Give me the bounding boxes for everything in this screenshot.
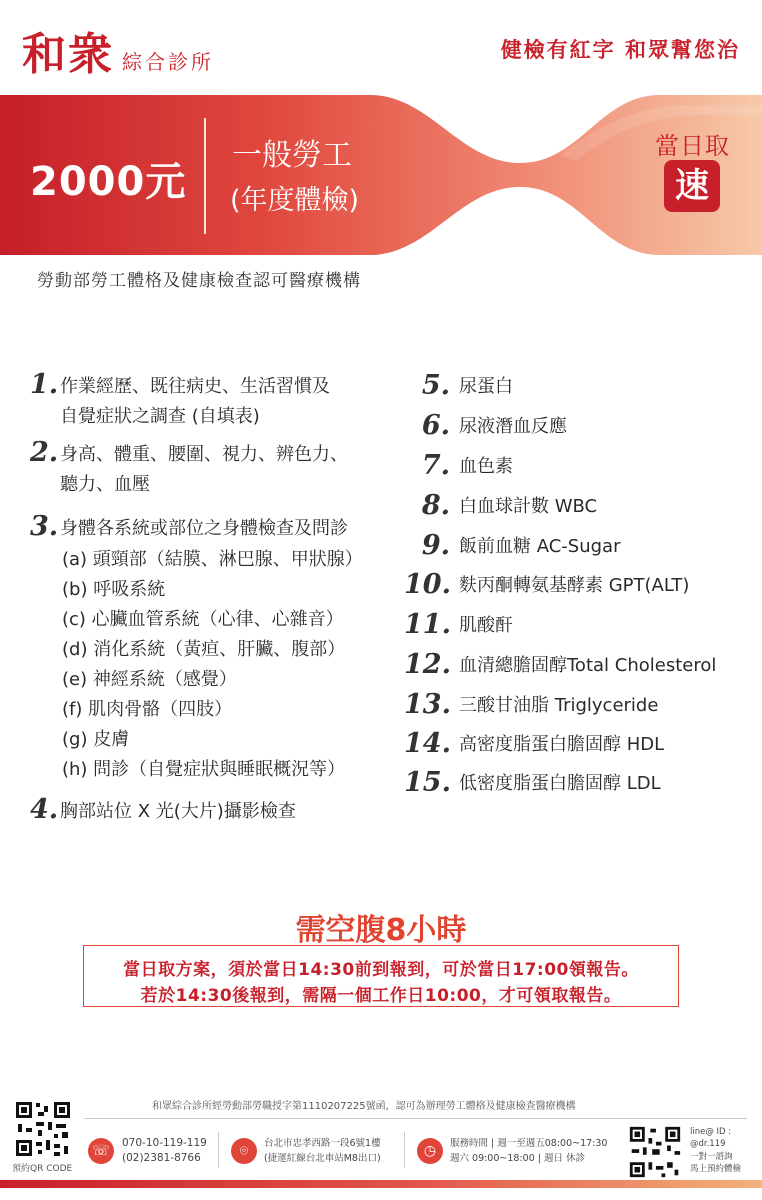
item-text: 身體各系統或部位之身體檢查及問診 bbox=[60, 518, 348, 539]
item-text: 聽力、血壓 bbox=[60, 474, 150, 495]
fasting-notice: 需空腹8小時 bbox=[295, 913, 467, 948]
report-pickup-notice bbox=[83, 945, 679, 1007]
item-text: 高密度脂蛋白膽固醇 HDL bbox=[459, 734, 665, 755]
item-number: 2. bbox=[30, 437, 59, 468]
item-text: 胸部站位 X 光(大片)攝影檢查 bbox=[60, 801, 296, 822]
item-number: 9. bbox=[421, 530, 450, 561]
footer-separator bbox=[218, 1132, 219, 1168]
bottom-accent-bar bbox=[0, 1180, 762, 1188]
item-number: 13. bbox=[404, 689, 451, 720]
sub-item: (e) 神經系統（感覺） bbox=[62, 669, 237, 690]
item-text: 麩丙酮轉氨基酵素 GPT(ALT) bbox=[459, 575, 690, 596]
footer-divider bbox=[84, 1118, 747, 1119]
item-number: 1. bbox=[30, 369, 59, 400]
location-icon: ⌾ bbox=[231, 1138, 257, 1164]
item-text: 肌酸酐 bbox=[459, 615, 513, 636]
item-number: 8. bbox=[421, 490, 450, 521]
address-note: (捷運紅線台北車站M8出口) bbox=[264, 1153, 381, 1164]
item-text: 作業經歷、既往病史、生活習慣及 bbox=[60, 376, 330, 397]
item-text: 白血球計數 WBC bbox=[459, 496, 598, 517]
footer-separator bbox=[404, 1132, 405, 1168]
fast-badge: 速 bbox=[664, 160, 720, 212]
qr-caption: 預約QR CODE bbox=[12, 1164, 73, 1174]
line-note: 馬上預約體檢 bbox=[690, 1164, 742, 1174]
booking-qr-code[interactable] bbox=[14, 1100, 72, 1158]
line-id-label: line@ ID : bbox=[690, 1127, 732, 1137]
line-note: 一對一諮詢 bbox=[690, 1152, 733, 1162]
sub-item: (f) 肌肉骨骼（四肢） bbox=[62, 699, 233, 720]
service-hours: 服務時間 | 週一至週五08:00~17:30 bbox=[450, 1138, 608, 1149]
clock-icon: ◷ bbox=[417, 1138, 443, 1164]
notice-line: 當日取方案，須於當日14:30前到報到，可於當日17:00領報告。 bbox=[123, 960, 639, 980]
item-number: 12. bbox=[404, 649, 451, 680]
package-type: (年度體檢) bbox=[230, 185, 360, 216]
price: 2000元 bbox=[30, 159, 187, 205]
item-text: 血清總膽固醇Total Cholesterol bbox=[459, 655, 717, 676]
phone-number[interactable]: (02)2381-8766 bbox=[122, 1152, 201, 1164]
logo-name: 和衆 bbox=[22, 29, 114, 80]
sub-item: (c) 心臟血管系統（心律、心雜音） bbox=[62, 609, 344, 630]
item-number: 3. bbox=[30, 511, 59, 542]
item-text: 尿液潛血反應 bbox=[459, 416, 567, 437]
item-text: 血色素 bbox=[459, 456, 513, 477]
item-text: 自覺症狀之調查 (自填表) bbox=[60, 406, 260, 427]
item-number: 6. bbox=[421, 410, 450, 441]
clinic-logo bbox=[22, 18, 214, 82]
sub-item: (d) 消化系統（黃疸、肝臟、腹部） bbox=[62, 639, 346, 660]
phone-icon: ☏ bbox=[88, 1138, 114, 1164]
sub-item: (g) 皮膚 bbox=[62, 729, 130, 750]
sub-item: (h) 問診（自覺症狀與睡眠概況等） bbox=[62, 759, 346, 780]
slogan: 健檢有紅字 和眾幫您治 bbox=[500, 37, 740, 62]
item-number: 7. bbox=[421, 450, 450, 481]
notice-line: 若於14:30後報到，需隔一個工作日10:00，才可領取報告。 bbox=[140, 986, 622, 1006]
item-number: 10. bbox=[404, 569, 451, 600]
banner-divider bbox=[204, 118, 206, 234]
item-text: 飯前血糖 AC-Sugar bbox=[459, 536, 621, 557]
item-number: 5. bbox=[421, 370, 450, 401]
phone-number[interactable]: 070-10-119-119 bbox=[122, 1137, 207, 1149]
sub-item: (b) 呼吸系統 bbox=[62, 579, 166, 600]
item-number: 11. bbox=[404, 609, 451, 640]
service-hours: 週六 09:00~18:00 | 週日 休診 bbox=[450, 1153, 585, 1164]
line-qr-code[interactable] bbox=[628, 1125, 682, 1179]
address: 台北市忠孝西路一段6號1樓 bbox=[264, 1138, 381, 1149]
item-text: 低密度脂蛋白膽固醇 LDL bbox=[459, 773, 661, 794]
item-text: 尿蛋白 bbox=[459, 376, 513, 397]
item-number: 15. bbox=[404, 767, 451, 798]
same-day-label: 當日取 bbox=[655, 132, 730, 160]
license-text: 和眾綜合診所經勞動部勞職授字第1110207225號函，認可為辦理勞工體格及健康檢查醫療機構 bbox=[152, 1101, 576, 1112]
sub-item: (a) 頭頸部（結膜、淋巴腺、甲狀腺） bbox=[62, 549, 363, 570]
package-name: 一般勞工 bbox=[232, 138, 352, 173]
item-text: 三酸甘油脂 Triglyceride bbox=[459, 695, 659, 716]
certification-text: 勞動部勞工體格及健康檢查認可醫療機構 bbox=[37, 271, 361, 291]
logo-subtitle: 綜合診所 bbox=[122, 50, 214, 74]
item-number: 14. bbox=[404, 728, 451, 759]
item-text: 身高、體重、腰圍、視力、辨色力、 bbox=[60, 444, 348, 465]
item-number: 4. bbox=[30, 794, 59, 825]
line-id[interactable]: @dr.119 bbox=[690, 1139, 726, 1149]
